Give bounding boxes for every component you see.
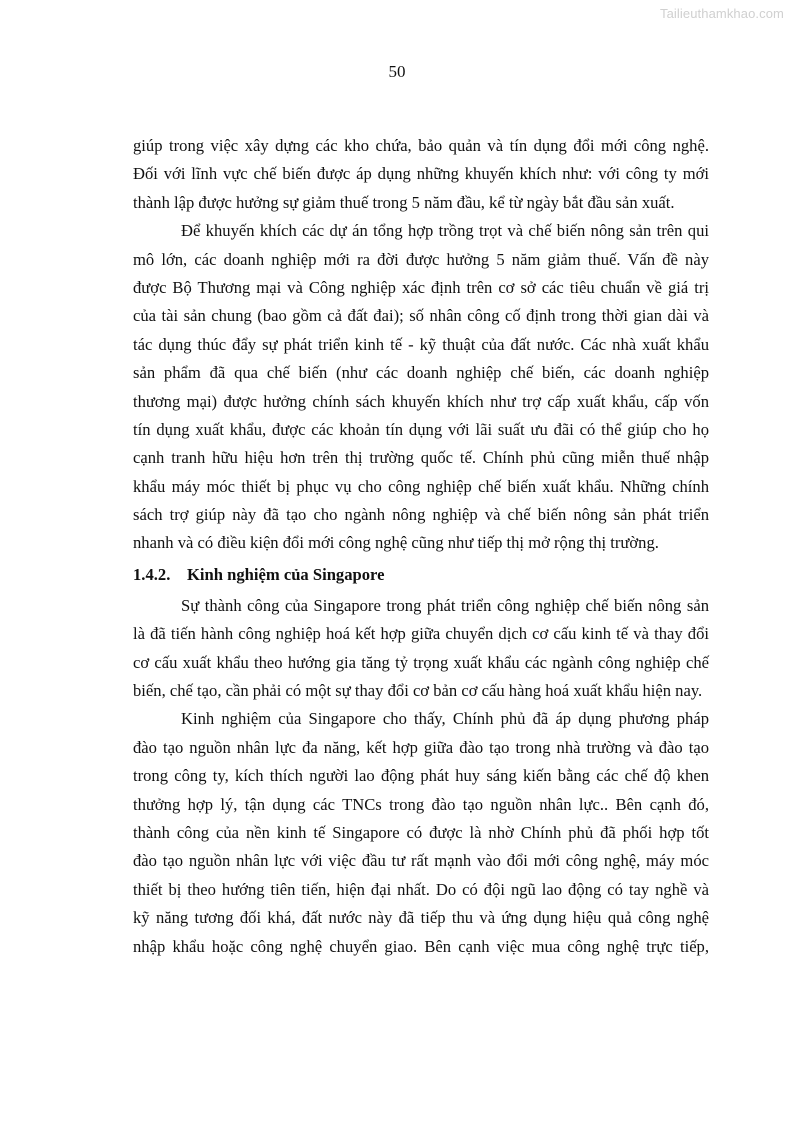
text-line: Đối với lĩnh vực chế biến được áp dụng những khuyến khích như: với công ty mới (133, 164, 709, 184)
text-line: Để khuyến khích các dự án tổng hợp trồng trọt và chế biến nông sản trên qui (181, 221, 709, 241)
text-line: thành công của nền kinh tế Singapore có được là nhờ Chính phủ đã phối hợp tốt (133, 822, 709, 842)
text-line: khẩu máy móc thiết bị phục vụ cho công nghiệp chế biến xuất khẩu. Những chính (133, 476, 709, 496)
section-heading (133, 558, 709, 592)
text-line: của tài sản chung (bao gồm cả đất đai); số nhân công cố định trong thời gian dài và (133, 306, 709, 326)
text-line: được Bộ Thương mại và Công nghiệp xác định trên cơ sở các tiêu chuẩn về giá trị (133, 277, 709, 297)
text-line: nhanh và có điều kiện đổi mới công nghệ cũng như tiếp thị mở rộng thị trường. (133, 533, 659, 553)
section-number: 1.4.2. (133, 564, 171, 584)
text-line: thành lập được hưởng sự giảm thuế trong 5 năm đầu, kể từ ngày bắt đầu sản xuất. (133, 192, 675, 212)
text-line: Kinh nghiệm của Singapore cho thấy, Chính phủ đã áp dụng phương pháp (181, 709, 709, 729)
text-line: sách trợ giúp này đã tạo cho ngành nông nghiệp và chế biến nông sản phát triển (133, 505, 709, 525)
document-body (133, 132, 709, 961)
text-line: biến, chế tạo, cần phải có một sự thay đổi cơ bản cơ cấu hàng hoá xuất khẩu hiện nay. (133, 681, 703, 701)
text-line: thiết bị theo hướng tiên tiến, hiện đại nhất. Do có đội ngũ lao động có tay nghề và (133, 879, 709, 899)
paragraph (133, 132, 709, 217)
text-line: thưởng hợp lý, tận dụng các TNCs trong đào tạo nguồn nhân lực.. Bên cạnh đó, (133, 794, 709, 814)
text-line: giúp trong việc xây dựng các kho chứa, bảo quản và tín dụng đổi mới công nghệ. (133, 136, 709, 155)
text-line: tác dụng thúc đẩy sự phát triển kinh tế - kỹ thuật của đất nước. Các nhà xuất khẩu (133, 334, 709, 354)
paragraph (133, 705, 709, 961)
watermark: Tailieuthamkhao.com (659, 6, 784, 21)
text-line: tín dụng xuất khẩu, được các khoản tín dụng với lãi suất ưu đãi có thể giúp cho họ (133, 419, 709, 439)
text-line: thương mại) được hưởng chính sách khuyến khích như trợ cấp xuất khẩu, cấp vốn (133, 391, 709, 411)
text-line: cạnh tranh hữu hiệu hơn trên thị trường quốc tế. Chính phủ cũng miễn thuế nhập (133, 448, 709, 468)
paragraph (133, 592, 709, 706)
text-line: trong công ty, kích thích người lao động phát huy sáng kiến bằng các chế độ khen (133, 766, 709, 786)
text-line: kỹ năng tương đối khá, đất nước này đã tiếp thu và ứng dụng hiệu quả công nghệ (133, 908, 709, 928)
section-title: Kinh nghiệm của Singapore (187, 564, 385, 584)
text-line: Sự thành công của Singapore trong phát triển công nghiệp chế biến nông sản (181, 595, 709, 615)
text-line: sản phẩm đã qua chế biến (như các doanh nghiệp chế biến, các doanh nghiệp (133, 363, 709, 383)
paragraph (133, 217, 709, 558)
text-line: đào tạo nguồn nhân lực đa năng, kết hợp giữa đào tạo trong nhà trường và đào tạo (133, 737, 709, 757)
text-line: cơ cấu xuất khẩu theo hướng gia tăng tỷ trọng xuất khẩu các ngành công nghiệp chế (133, 652, 709, 672)
text-line: mô lớn, các doanh nghiệp mới ra đời được hưởng 5 năm giảm thuế. Vấn đề này (133, 249, 709, 269)
page-number: 50 (388, 62, 406, 81)
text-line: là đã tiến hành công nghiệp hoá kết hợp giữa chuyển dịch cơ cấu kinh tế và thay đổi (133, 624, 709, 644)
text-line: đào tạo nguồn nhân lực với việc đầu tư rất mạnh vào đổi mới công nghệ, máy móc (133, 851, 709, 871)
text-line: nhập khẩu hoặc công nghệ chuyển giao. Bên cạnh việc mua công nghệ trực tiếp, (133, 936, 709, 956)
